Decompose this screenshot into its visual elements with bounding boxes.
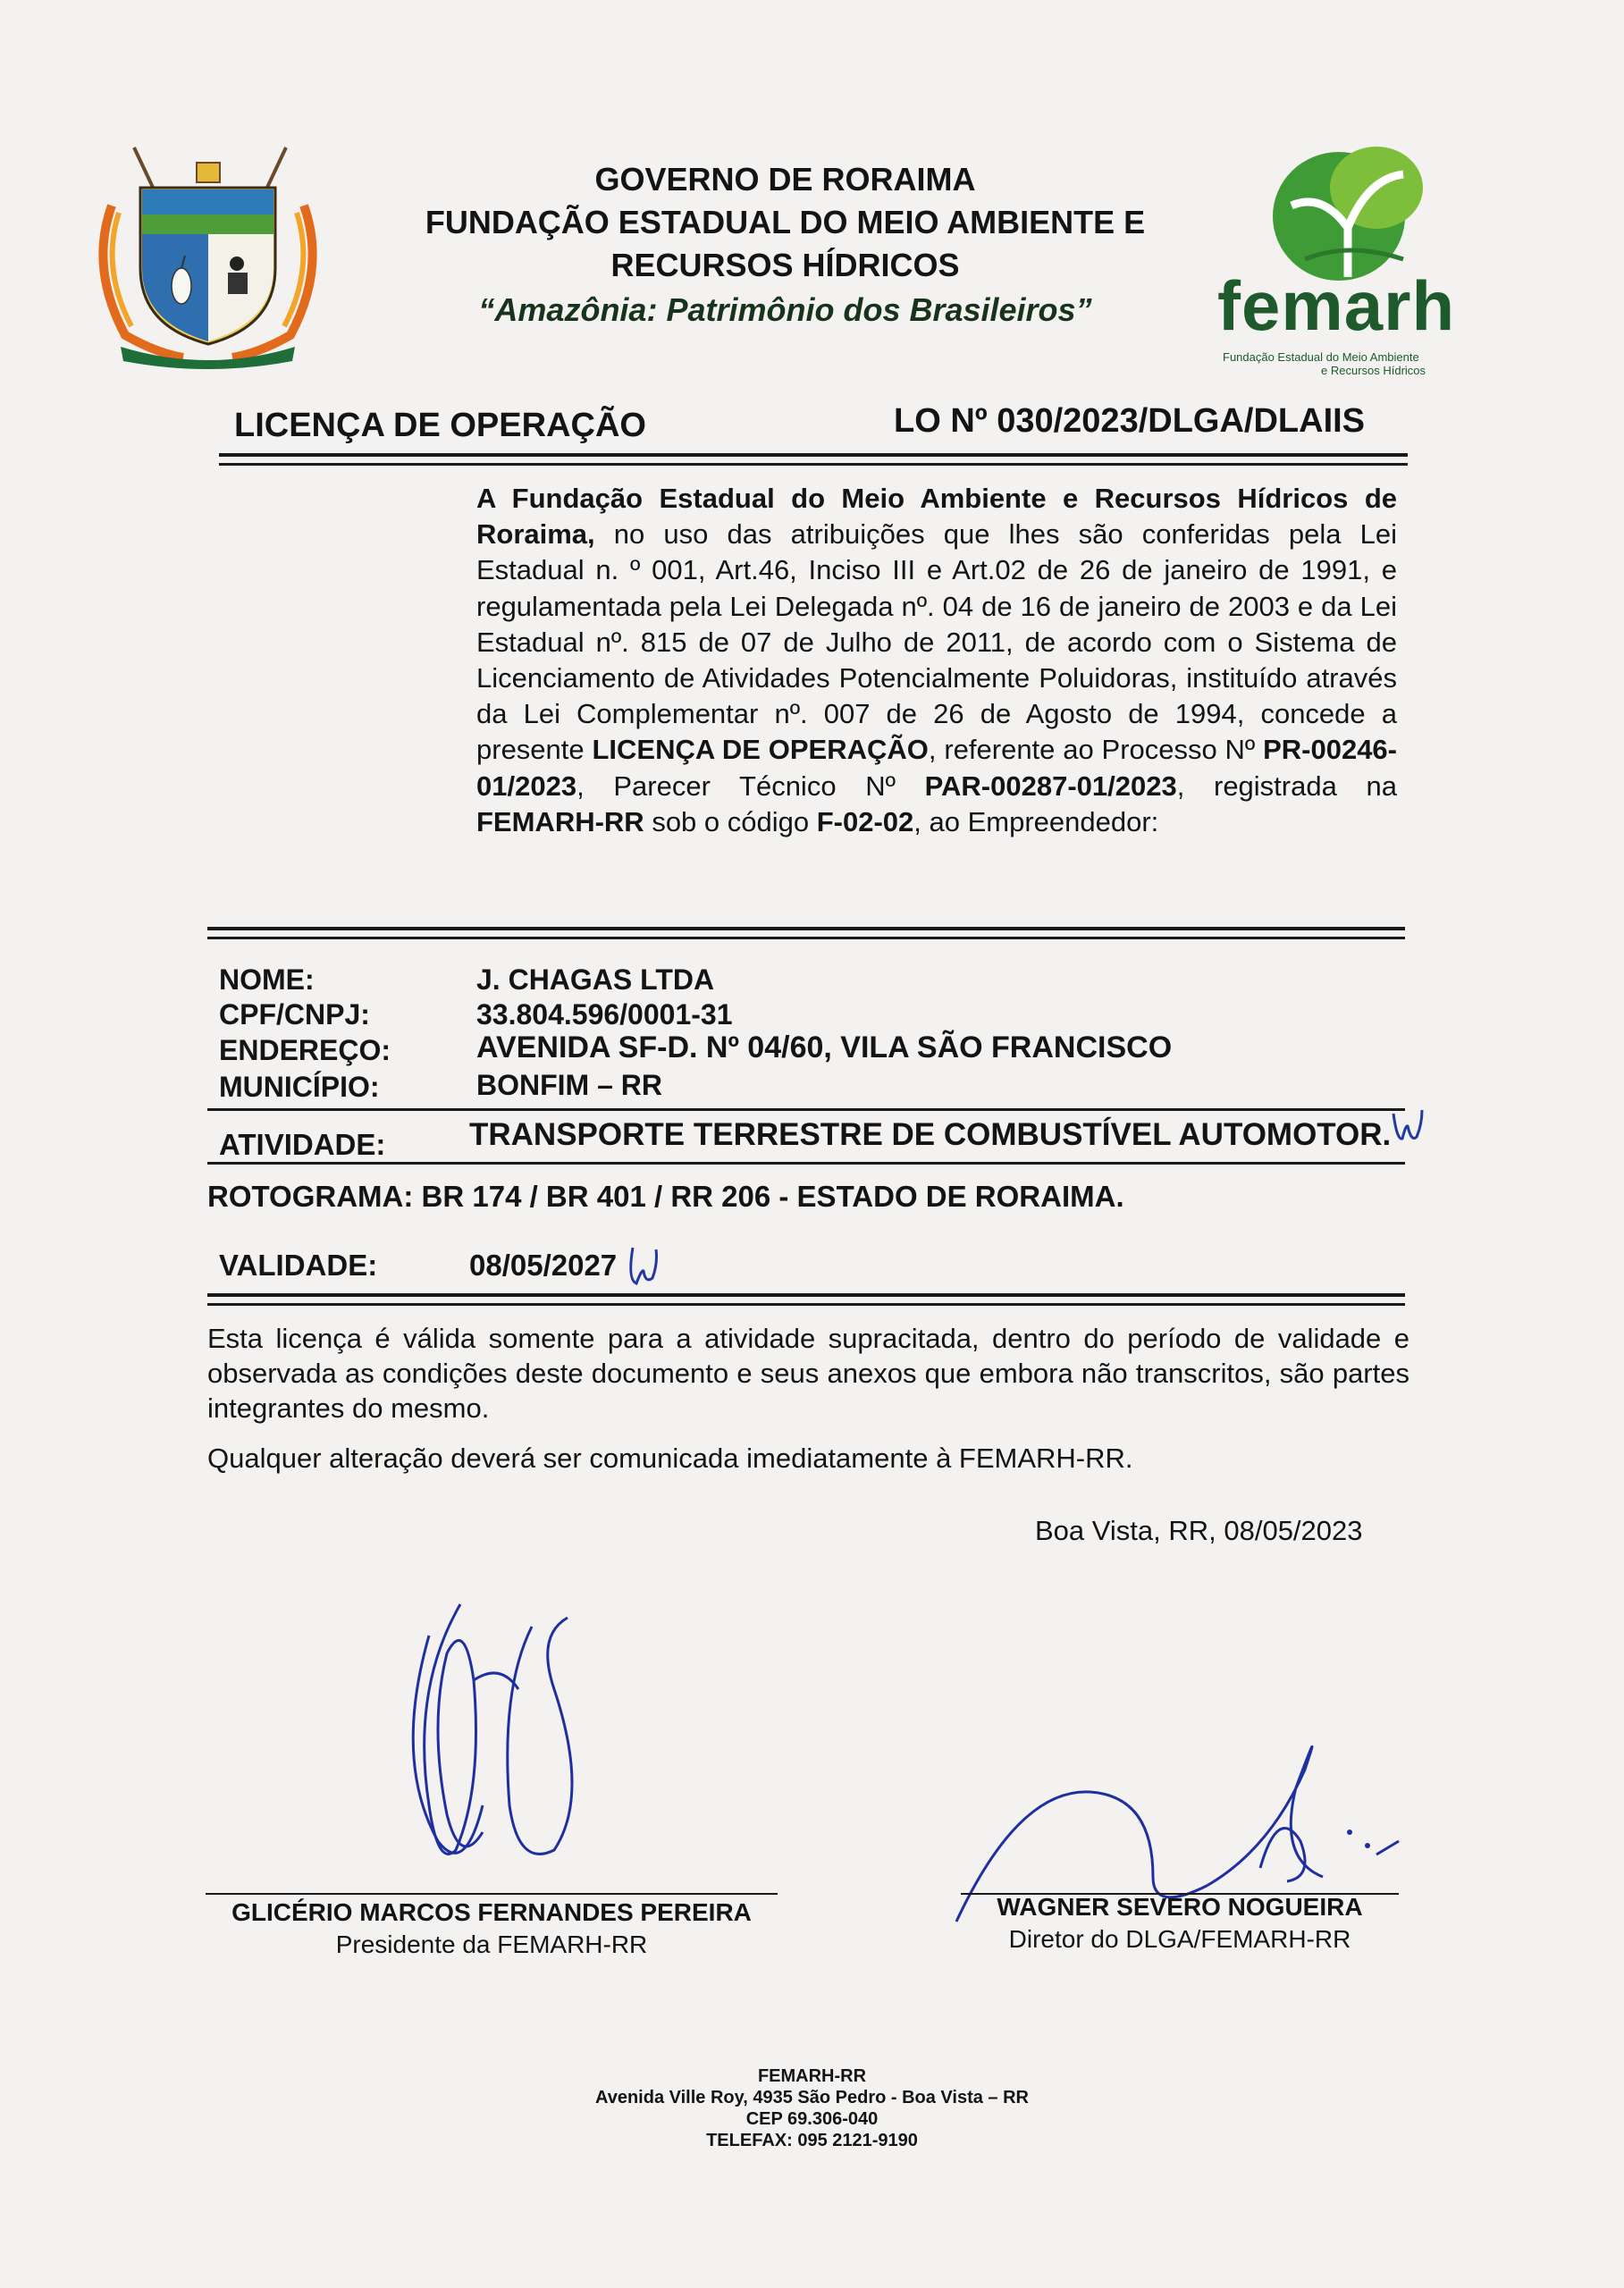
endereco-label: ENDEREÇO: <box>219 1034 391 1066</box>
validity-note: Esta licença é válida somente para a atividade supracitada, dentro do período de validade e observada as condições deste documento e seus anexos que embora não transcritos, são partes integrantes do mesmo. <box>207 1323 1409 1424</box>
right-signatory-name: WAGNER SEVERO NOGUEIRA <box>997 1893 1363 1921</box>
cnpj-value: 33.804.596/0001-31 <box>476 998 733 1030</box>
body-text-5: sob o código <box>644 805 817 837</box>
femarh-registry: FEMARH-RR <box>476 805 644 837</box>
atividade-label: ATIVIDADE: <box>219 1128 386 1161</box>
left-signatory-name: GLICÉRIO MARCOS FERNANDES PEREIRA <box>231 1898 752 1926</box>
footer-org: FEMARH-RR <box>757 2066 867 2086</box>
header-foundation: FUNDAÇÃO ESTADUAL DO MEIO AMBIENTE E <box>425 204 1146 240</box>
rule-validade-1 <box>207 1293 1405 1297</box>
body-text-4: , registrada na <box>1176 770 1398 802</box>
initials-mark-icon <box>626 1244 661 1287</box>
header-motto: “Amazônia: Patrimônio dos Brasileiros” <box>478 291 1092 328</box>
footer-phone: TELEFAX: 095 2121-9190 <box>706 2131 918 2150</box>
license-title: LICENÇA DE OPERAÇÃO <box>234 407 646 444</box>
rule-title-2 <box>219 463 1408 466</box>
rule-validade-2 <box>207 1303 1405 1306</box>
header-government: GOVERNO DE RORAIMA <box>594 161 976 198</box>
femarh-logo-text: femarh <box>1217 266 1456 345</box>
left-signature-line <box>206 1893 778 1895</box>
license-type: LICENÇA DE OPERAÇÃO <box>592 734 929 766</box>
nome-value: J. CHAGAS LTDA <box>476 963 715 996</box>
right-signatory-role: Diretor do DLGA/FEMARH-RR <box>1008 1925 1351 1953</box>
header-resources: RECURSOS HÍDRICOS <box>610 247 960 283</box>
validade-value: 08/05/2027 <box>469 1249 618 1282</box>
femarh-logo-subtitle-2: e Recursos Hídricos <box>1321 364 1426 377</box>
left-signatory-role: Presidente da FEMARH-RR <box>335 1930 648 1958</box>
place-date: Boa Vista, RR, 08/05/2023 <box>1035 1515 1363 1546</box>
activity-code: F-02-02 <box>816 805 914 837</box>
rule-title-1 <box>219 453 1408 457</box>
initials-mark-icon <box>1390 1106 1426 1147</box>
body-text-1: no uso das atribuições que lhes são conferidas pela Lei Estadual n. º 001, Art.46, Inciso III e Art.02 de 26 de janeiro de 1991, e regulamentada pela Lei Delegada nº. 04 de 16 de janeiro de 2003 e da Lei Estadual nº. 815 de 07 de Julho de 2011, de acordo com o Sistema de Licenciamento de Atividades Potencialmente Poluidoras, instituído através da Lei Complementar nº. 007 de 26 de Agosto de 1994, concede a presente <box>476 518 1397 766</box>
nome-label: NOME: <box>219 963 315 996</box>
license-number: LO Nº 030/2023/DLGA/DLAIIS <box>894 402 1366 440</box>
org-name: A Fundação Estadual do Meio Ambiente e Recursos Hídricos de Roraima, <box>476 483 1397 551</box>
rule-atividade <box>207 1162 1405 1165</box>
rule-body-2 <box>207 937 1405 939</box>
endereco-value: AVENIDA SF-D. Nº 04/60, VILA SÃO FRANCISCO <box>476 1030 1173 1064</box>
femarh-logo-icon <box>1269 143 1430 282</box>
femarh-logo-subtitle-1: Fundação Estadual do Meio Ambiente <box>1223 350 1419 364</box>
validade-label: VALIDADE: <box>219 1249 378 1282</box>
rule-body-1 <box>207 927 1405 930</box>
atividade-value: TRANSPORTE TERRESTRE DE COMBUSTÍVEL AUTOMOTOR. <box>469 1117 1392 1152</box>
body-text-2: , referente ao Processo Nº <box>928 734 1264 766</box>
process-number: PR-00246-01/2023 <box>476 734 1397 802</box>
footer-cep: CEP 69.306-040 <box>745 2109 879 2129</box>
cnpj-label: CPF/CNPJ: <box>219 998 370 1030</box>
rule-fields <box>207 1108 1405 1111</box>
license-body-paragraph <box>476 481 1397 840</box>
body-text-3: , Parecer Técnico Nº <box>576 770 925 802</box>
left-signature <box>375 1582 608 1886</box>
municipio-value: BONFIM – RR <box>476 1069 662 1101</box>
municipio-label: MUNICÍPIO: <box>219 1071 380 1103</box>
change-note: Qualquer alteração deverá ser comunicada imediatamente à FEMARH-RR. <box>207 1443 1133 1474</box>
footer-address: Avenida Ville Roy, 4935 São Pedro - Boa Vista – RR <box>595 2088 1029 2107</box>
rotograma: ROTOGRAMA: BR 174 / BR 401 / RR 206 - ESTADO DE RORAIMA. <box>207 1180 1124 1213</box>
parecer-number: PAR-00287-01/2023 <box>924 770 1177 802</box>
body-text-6: , ao Empreendedor: <box>913 805 1159 837</box>
